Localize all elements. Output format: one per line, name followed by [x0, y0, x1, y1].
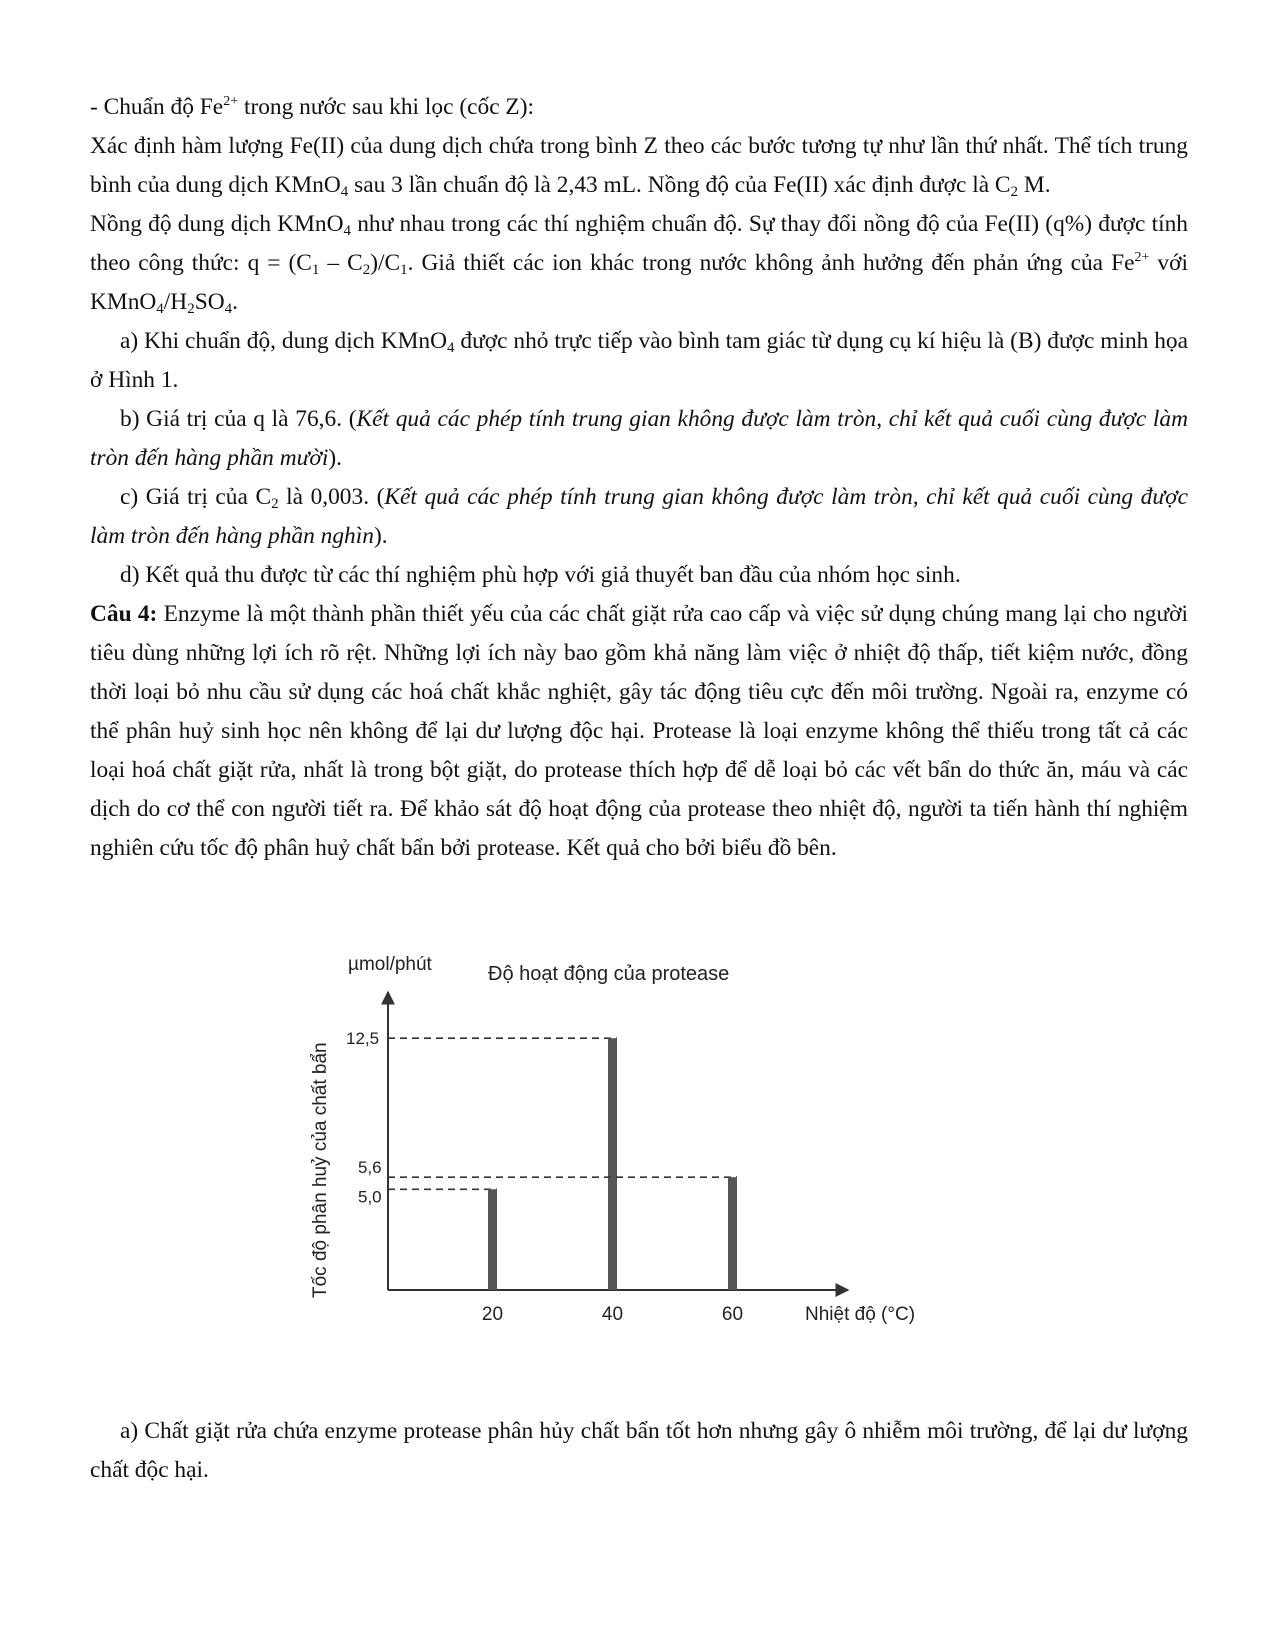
paragraph-kmno4-concentration: Nồng độ dung dịch KMnO$_4$ như nhau trong các thí nghiệm chuẩn độ. Sự thay đổi nồng độ của Fe(II) (q%) được tính theo công thức: $q = (C_1 - C_2)/C_1$. Giả thiết các ion khác trong nước không ảnh hưởng đến phản ứng của $Fe^{2+}$ với $KMnO_4/H_2SO_4$.	[90, 211, 1188, 317]
statement-a: a) Khi chuẩn độ, dung dịch KMnO$_4$ được nhỏ trực tiếp vào bình tam giác từ dụng cụ kí hiệu là (B) được minh họa ở Hình 1.	[90, 328, 1188, 393]
paragraph-fe-content: Xác định hàm lượng Fe(II) của dung dịch chứa trong bình Z theo các bước tương tự như lần thứ nhất. Thể tích trung bình của dung dịch KMnO$_4$ sau 3 lần chuẩn độ là 2,43 mL. Nồng độ của Fe(II) xác định được là $C_2$ M.	[90, 133, 1188, 200]
paragraph-titration-z: - Chuẩn độ $Fe^{2+}$ trong nước sau khi lọc (cốc Z):	[90, 94, 534, 120]
chart-x-axis-label: Nhiệt độ (°C)	[805, 1304, 916, 1325]
protease-activity-chart	[300, 954, 980, 1398]
statement-d: d) Kết quả thu được từ các thí nghiệm phù hợp với giả thuyết ban đầu của nhóm học sinh.	[120, 562, 961, 588]
chart-y-axis-label: Tốc độ phân huỷ của chất bẩn	[310, 1042, 331, 1298]
chart-title: Độ hoạt động của protease	[488, 963, 730, 985]
question-4-statement-a: a) Chất giặt rửa chứa enzyme protease phân hủy chất bẩn tốt hơn nhưng gây ô nhiễm môi trường, để lại dư lượng chất độc hại.	[90, 1418, 1188, 1483]
document-body	[90, 88, 1188, 868]
y-value-label-40: 12,5	[346, 1029, 380, 1049]
statement-b: b) Giá trị của q là 76,6. (Kết quả các phép tính trung gian không được làm tròn, chỉ kết quả cuối cùng được làm tròn đến hàng phần mười).	[90, 406, 1188, 471]
bar-40	[608, 1038, 617, 1290]
bar-20	[488, 1189, 497, 1290]
y-value-label-60: 5,6	[358, 1158, 382, 1178]
x-tick-label-20: 20	[481, 1304, 504, 1325]
x-tick-label-40: 40	[601, 1304, 624, 1325]
statement-c: c) Giá trị của $C_2$ là 0,003. (Kết quả các phép tính trung gian không được làm tròn, chỉ kết quả cuối cùng được làm tròn đến hàng phần nghìn).	[90, 484, 1188, 549]
question-4: Câu 4: Enzyme là một thành phần thiết yếu của các chất giặt rửa cao cấp và việc sử dụng chúng mang lại cho người tiêu dùng những lợi ích rõ rệt. Những lợi ích này bao gồm khả năng làm việc ở nhiệt độ thấp, tiết kiệm nước, đồng thời loại bỏ nhu cầu sử dụng các hoá chất khắc nghiệt, gây tác động tiêu cực đến môi trường. Ngoài ra, enzyme có thể phân huỷ sinh học nên không để lại dư lượng độc hại. Protease là loại enzyme không thể thiếu trong tất cả các loại hoá chất giặt rửa, nhất là trong bột giặt, do protease thích hợp để dễ loại bỏ các vết bẩn do thức ăn, máu và các dịch do cơ thể con người tiết ra. Để khảo sát độ hoạt động của protease theo nhiệt độ, người ta tiến hành thí nghiệm nghiên cứu tốc độ phân huỷ chất bẩn bởi protease. Kết quả cho bởi biểu đồ bên.	[90, 601, 1188, 861]
bar-60	[728, 1177, 737, 1290]
question-4-label: Câu 4:	[90, 601, 158, 627]
y-value-label-20: 5,0	[358, 1187, 382, 1207]
chart-unit-label: µmol/phút	[348, 954, 432, 975]
question-4-statements	[90, 1412, 1188, 1490]
x-tick-label-60: 60	[721, 1304, 744, 1325]
chart-svg	[300, 954, 980, 1398]
